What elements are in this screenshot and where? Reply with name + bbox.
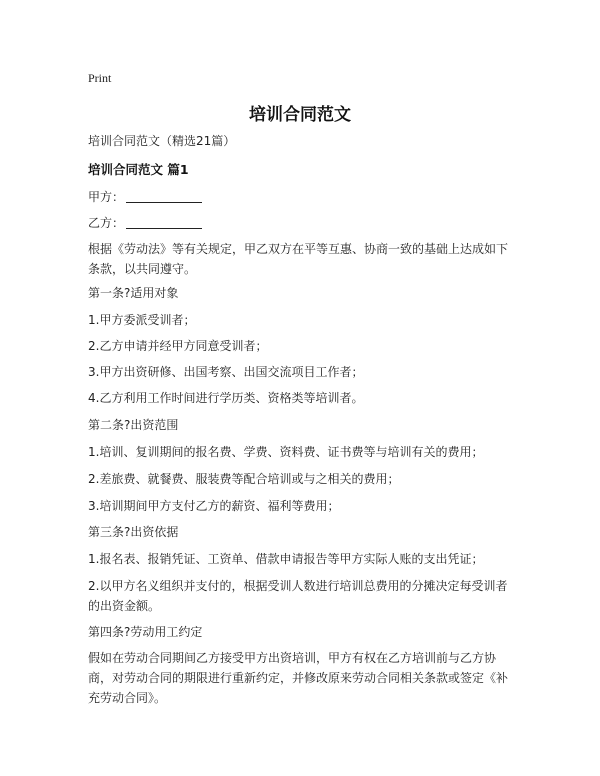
list-item: 1.报名表、报销凭证、工资单、借款申请报告等甲方实际人账的支出凭证； [88,552,484,566]
list-item: 2.乙方申请并经甲方同意受训者； [88,339,268,353]
article4-title: 第四条?劳动用工约定 [88,625,203,639]
article3-title: 第三条?出资依据 [88,525,179,539]
document-subtitle: 培训合同范文（精选21篇） [88,134,236,148]
list-item: 3.培训期间甲方支付乙方的薪资、福利等费用； [88,499,340,513]
list-item: 2.以甲方名义组织并支付的，根据受训人数进行培训总费用的分摊决定每受训者的出资金额。 [88,579,508,613]
party-a-label: 甲方： [88,190,125,204]
list-item: 2.差旅费、就餐费、服装费等配合培训或与之相关的费用； [88,472,400,486]
party-b-blank [126,215,202,229]
party-a-blank [126,189,202,203]
section-heading: 培训合同范文 篇1 [88,162,189,177]
intro-paragraph: 根据《劳动法》等有关规定，甲乙双方在平等互惠、协商一致的基础上达成如下条款，以共同遵守。 [88,242,509,276]
print-link[interactable]: Print [88,71,112,85]
article4-body: 假如在劳动合同期间乙方接受甲方出资培训，甲方有权在乙方培训前与乙方协商，对劳动合同的期限进行重新约定，并修改原来劳动合同相关条款或签定《补充劳动合同》。 [88,651,509,705]
document-title: 培训合同范文 [249,105,351,125]
party-b-line [88,213,518,233]
list-item: 1.培训、复训期间的报名费、学费、资料费、证书费等与培训有关的费用； [88,445,484,459]
party-a-line [88,187,518,207]
article1-title: 第一条?适用对象 [88,286,179,300]
party-b-label: 乙方： [88,216,125,230]
list-item: 1.甲方委派受训者； [88,313,196,327]
list-item: 3.甲方出资研修、出国考察、出国交流项目工作者； [88,365,364,379]
list-item: 4.乙方利用工作时间进行学历类、资格类等培训者。 [88,391,364,405]
article2-title: 第二条?出资范围 [88,418,179,432]
